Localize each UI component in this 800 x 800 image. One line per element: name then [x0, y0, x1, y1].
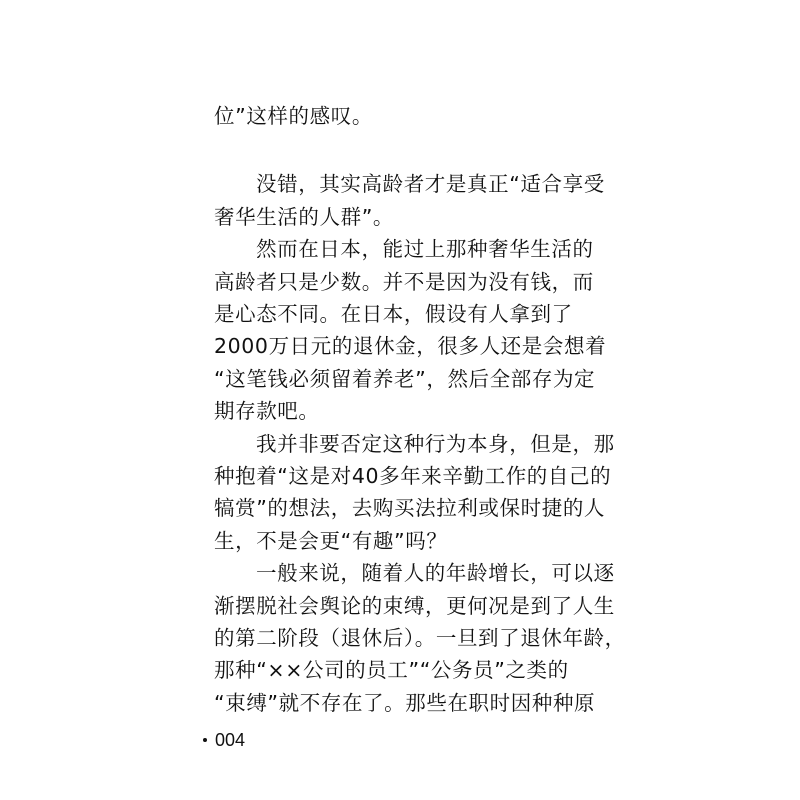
text-line: 种抱着“这是对40多年来辛勤工作的自己的: [214, 464, 612, 488]
text-line: 期存款吧。: [214, 399, 320, 423]
text-line: 没错，其实高龄者才是真正“适合享受: [256, 172, 605, 196]
text-line: 位”这样的感叹。: [214, 104, 373, 128]
text-line: 2000万日元的退休金，很多人还是会想着: [214, 334, 607, 358]
page-footer: [203, 729, 245, 751]
page-number: 004: [215, 730, 246, 750]
text-line: 那种“××公司的员工”“公务员”之类的: [214, 658, 569, 682]
text-line: 渐摆脱社会舆论的束缚，更何况是到了人生: [214, 594, 615, 618]
text-line: 我并非要否定这种行为本身，但是，那: [256, 432, 615, 456]
text-line: 一般来说，随着人的年龄增长，可以逐: [256, 561, 615, 585]
text-line: 是心态不同。在日本，假设有人拿到了: [214, 302, 573, 326]
text-line: “束缚”就不存在了。那些在职时因种种原: [214, 691, 596, 715]
bullet-dot-icon: [203, 738, 207, 742]
text-line: 奢华生活的人群”。: [214, 205, 395, 229]
text-line: “这笔钱必须留着养老”，然后全部存为定: [214, 367, 596, 391]
text-line: 犒赏”的想法，去购买法拉利或保时捷的人: [214, 496, 606, 520]
text-line: 生，不是会更“有趣”吗？: [214, 529, 448, 553]
text-line: 然而在日本，能过上那种奢华生活的: [256, 237, 594, 261]
text-line: 的第二阶段（退休后）。一旦到了退休年龄，: [214, 626, 626, 650]
text-line: 高龄者只是少数。并不是因为没有钱，而: [214, 270, 594, 294]
